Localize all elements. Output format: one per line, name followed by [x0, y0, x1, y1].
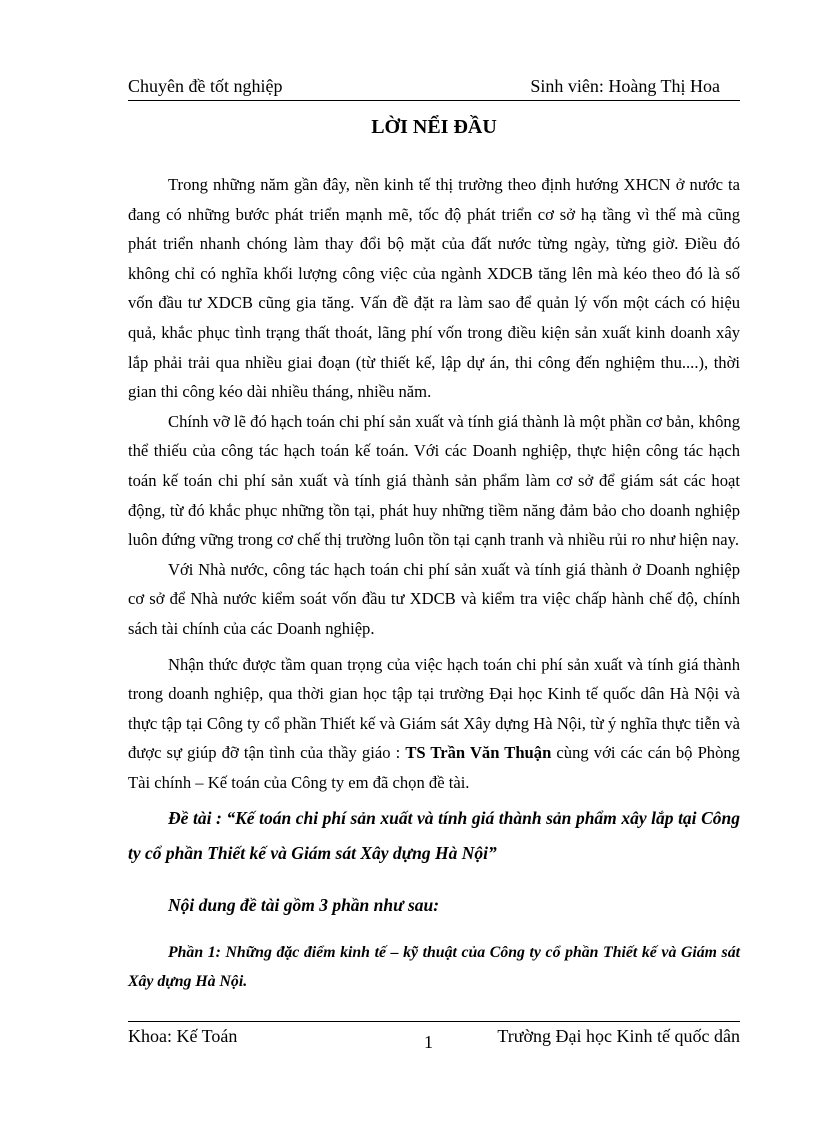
- thesis-topic: [128, 801, 740, 871]
- page-number: 1: [424, 1032, 433, 1052]
- content-heading: Nội dung đề tài gồm 3 phần như sau:: [168, 894, 440, 915]
- paragraph-2: Chính vỡ lẽ đó hạch toán chi phí sản xuất và tính giá thành là một phần cơ bản, không thể thiếu của công tác hạch toán kế toán. Với các Doanh nghiệp, thực hiện công tác hạch toán kế toán chi phí sản xuất và tính giá thành sản phẩm làm cơ sở để giám sát các hoạt động, từ đó khắc phục những tồn tại, phát huy những tiềm năng đảm bảo cho doanh nghiệp luôn đứng vững trong cơ chế thị trường luôn tồn tại cạnh tranh và nhiều rủi ro như hiện nay.: [128, 411, 740, 550]
- topic-text: “Kế toán chi phí sản xuất và tính giá thành sản phẩm xây lắp tại Công ty cổ phần Thiết kế và Giám sát Xây dựng Hà Nội”: [128, 808, 740, 864]
- footer-left: Khoa: Kế Toán: [128, 1026, 238, 1046]
- paragraph-3: Với Nhà nước, công tác hạch toán chi phí sản xuất và tính giá thành ở Doanh nghiệp cơ sở để Nhà nước kiểm soát vốn đầu tư XDCB và kiểm tra việc chấp hành chế độ, chính sách tài chính của các Doanh nghiệp.: [128, 559, 740, 638]
- header-right: Sinh viên: Hoàng Thị Hoa: [530, 76, 720, 96]
- paragraph-4: [128, 650, 740, 798]
- paragraph-1: Trong những năm gần đây, nền kinh tế thị trường theo định hướng XHCN ở nước ta đang có những bước phát triển mạnh mẽ, tốc độ phát triển cơ sở hạ tầng vì thế mà cũng phát triển nhanh chóng làm thay đổi bộ mặt của đất nước từng ngày, từng giờ. Điều đó không chỉ có nghĩa khối lượng công việc của ngành XDCB tăng lên mà kéo theo đó là số vốn đầu tư XDCB cũng gia tăng. Vấn đề đặt ra làm sao để quản lý vốn một cách có hiệu quả, khắc phục tình trạng thất thoát, lãng phí vốn trong điều kiện sản xuất kinh doanh xây lắp phải trải qua nhiều giai đoạn (từ thiết kế, lập dự án, thi công đến nghiệm thu....), thời gian thi công kéo dài nhiều tháng, nhiều năm.: [128, 175, 740, 402]
- header-left: Chuyên đề tốt nghiệp: [128, 76, 283, 96]
- page-footer: [128, 1021, 740, 1062]
- page-header: [128, 76, 740, 101]
- footer-right: Trường Đại học Kinh tế quốc dân: [497, 1026, 740, 1046]
- advisor-name: TS Trần Văn Thuận: [405, 743, 552, 763]
- paragraph-4-text-after: cùng với các cán bộ Phòng Tài chính – Kế toán của Công ty em đã chọn đề tài.: [128, 743, 740, 792]
- document-body: [128, 170, 740, 1012]
- paragraph-4-text-before: Nhận thức được tầm quan trọng của việc hạch toán chi phí sản xuất và tính giá thành trong doanh nghiệp, qua thời gian học tập tại trường Đại học Kinh tế quốc dân Hà Nội và thực tập tại Công ty cổ phần Thiết kế và Giám sát Xây dựng Hà Nội, từ ý nghĩa thực tiễn và được sự giúp đỡ tận tình của thầy giáo :: [128, 654, 740, 763]
- part-1-description: Phần 1: Những đặc điểm kinh tế – kỹ thuật của Công ty cổ phần Thiết kế và Giám sát Xây dựng Hà Nội.: [128, 944, 740, 991]
- document-title: LỜI NỂI ĐẦU: [371, 116, 497, 138]
- topic-label: Đề tài :: [168, 808, 222, 829]
